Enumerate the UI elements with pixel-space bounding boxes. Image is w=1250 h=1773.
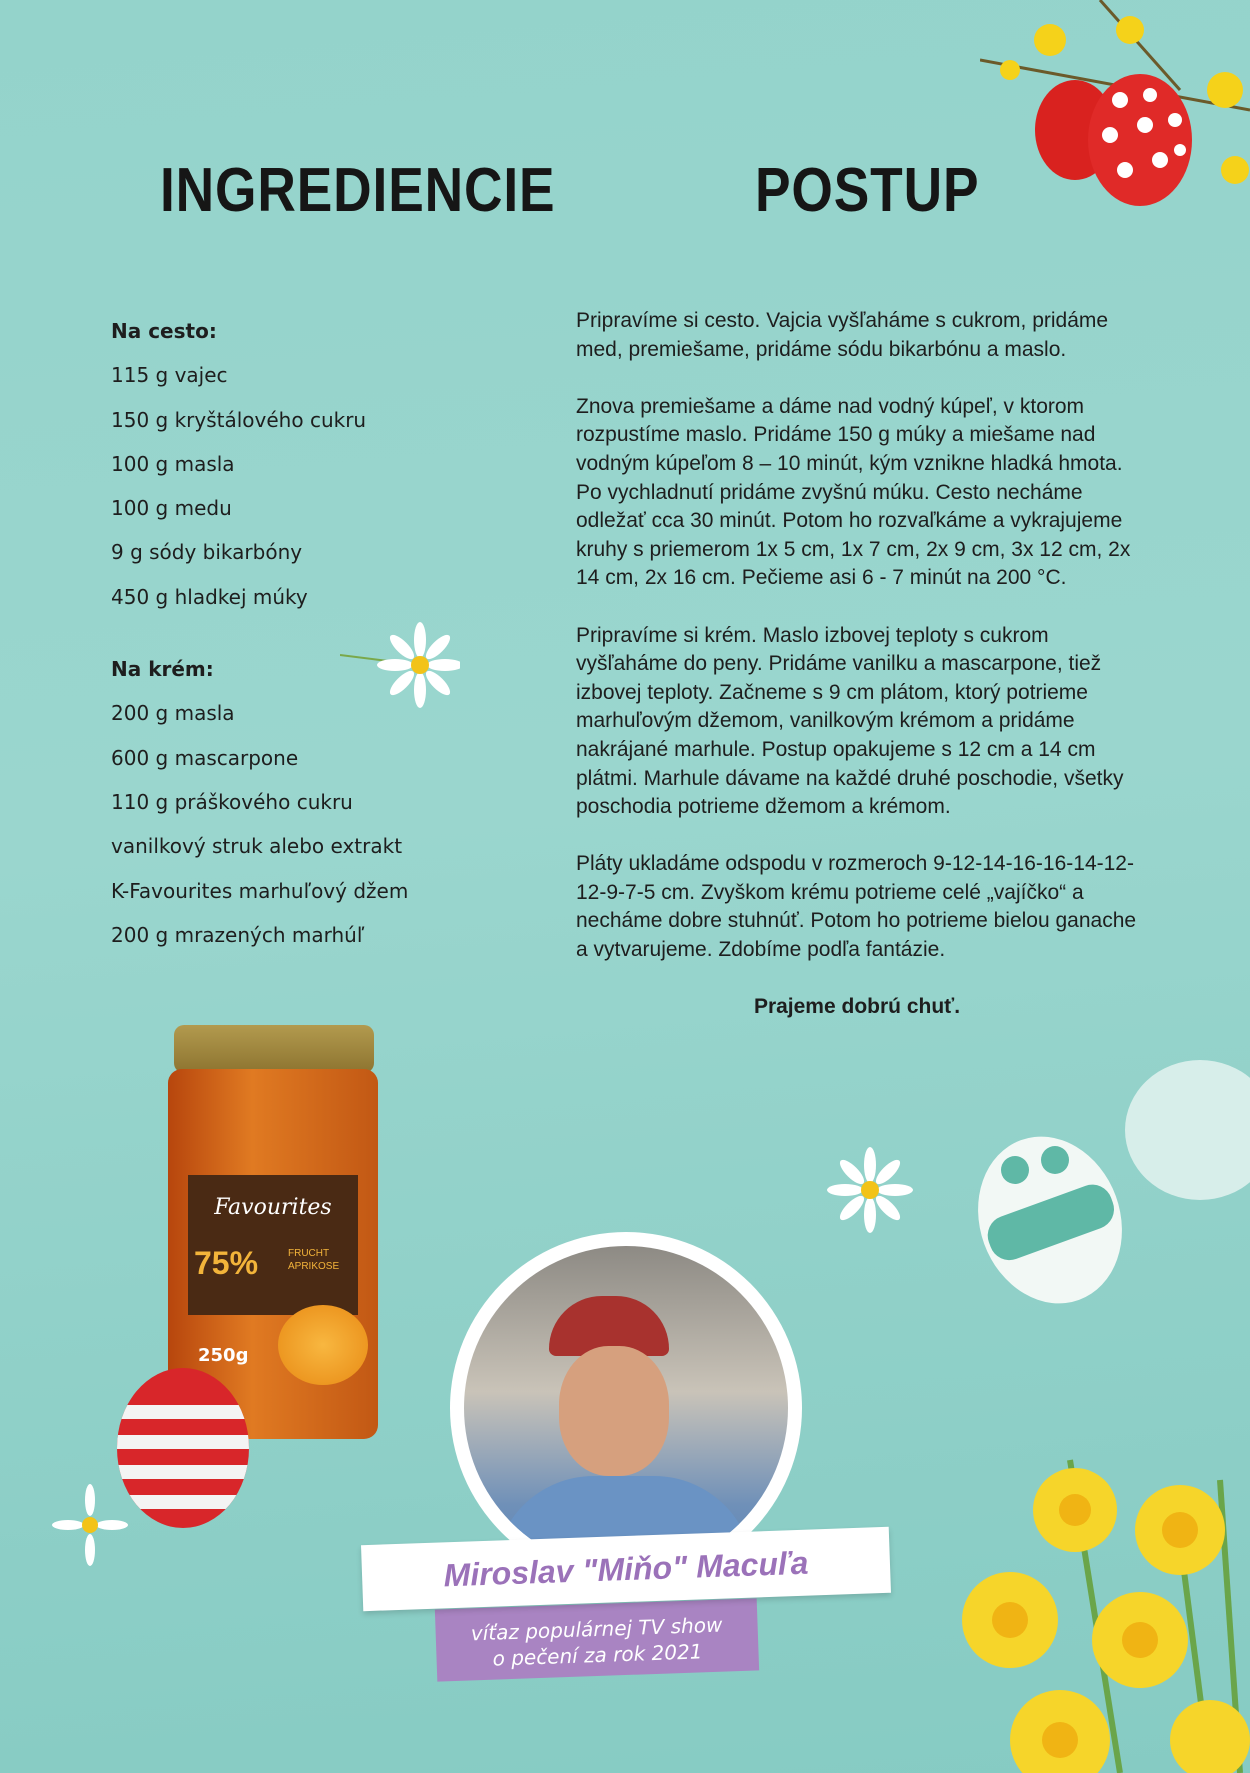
striped-egg-icon [108,1360,258,1530]
chef-subtitle: víťaz populárnej TV show o pečení za rok 2021 [435,1598,759,1681]
easter-eggs-top-icon [980,0,1250,230]
ingredient: K-Favourites marhuľový džem [111,878,409,903]
cream-title: Na krém: [111,657,214,682]
jar-label: FRUCHT APRIKOSE [288,1248,340,1272]
ingredient: vanilkový struk alebo extrakt [111,834,403,859]
ingredient: 200 g mrazených marhúľ [111,922,365,947]
jar-weight: 250g [198,1345,249,1366]
ingredient: 200 g masla [111,701,235,726]
easter-eggs-right-icon [975,1050,1250,1320]
step: Znova premiešame a dáme nad vodný kúpeľ, v ktorom rozpustíme maslo. Pridáme 150 g múky a miešame nad vodným kúpeľom 8 – 10 minút, kým vznikne hladká hmota. Po vychladnutí pridáme zvyšnú múku. Cesto necháme odležať cca 30 minút. Potom ho rozvaľkáme a vykrajujeme kruhy s priemerom 1x 5 cm, 1x 7 cm, 2x 9 cm, 3x 12 cm, 2x 14 cm, 2x 16 cm. Pečieme asi 6 - 7 minút na 200 °C. [576,394,1131,590]
step: Pláty ukladáme odspodu v rozmeroch 9-12-14-16-16-14-12-12-9-7-5 cm. Zvyškom krému potrieme celé „vajíčko“ a necháme dobre stuhnúť. Potom ho potrieme bielou ganache a vytvarujeme. Zdobíme podľa fantázie. [576,852,1137,962]
closing-text: Prajeme dobrú chuť. [753,995,961,1019]
ingredient: 150 g kryštálového cukru [111,407,367,432]
ingredient: 110 g práškového cukru [111,789,353,814]
ingredient: 9 g sódy bikarbóny [111,540,303,565]
jar-percent: 75% [194,1245,259,1281]
method-heading: POSTUP [755,156,980,225]
step: Pripravíme si krém. Maslo izbovej teploty s cukrom vyšľaháme do peny. Pridáme vanilku a mascarpone, tiež izbovej teploty. Začneme s 9 cm plátom, ktorý potrieme marhuľovým džemom, vanilkovým krémom a pridáme nakrájané marhule. Postup opakujeme s 12 cm a 14 cm plátmi. Marhule dávame na každé druhé poschodie, všetky poschodia potrieme džemom a krémom. [576,623,1124,819]
ingredient: 450 g hladkej múky [111,584,308,609]
daisy-icon [820,1140,920,1240]
ingredient: 115 g vajec [111,363,228,388]
ingredient: 100 g masla [111,451,235,476]
jar-brand: Favourites [214,1195,332,1220]
daffodils-icon [950,1420,1250,1773]
daisy-icon [340,615,460,715]
step: Pripravíme si cesto. Vajcia vyšľaháme s cukrom, pridáme med, premiešame, pridáme sódu bikarbónu a maslo. [576,309,1109,361]
method-steps [576,307,1138,1022]
ingredients-heading: INGREDIENCIE [160,156,556,225]
ingredient: 100 g medu [111,496,232,521]
face [559,1346,669,1476]
dough-title: Na cesto: [111,319,217,343]
ingredient: 600 g mascarpone [111,745,299,770]
chef-name: Miroslav "Miňo" Macuľa [361,1527,891,1611]
